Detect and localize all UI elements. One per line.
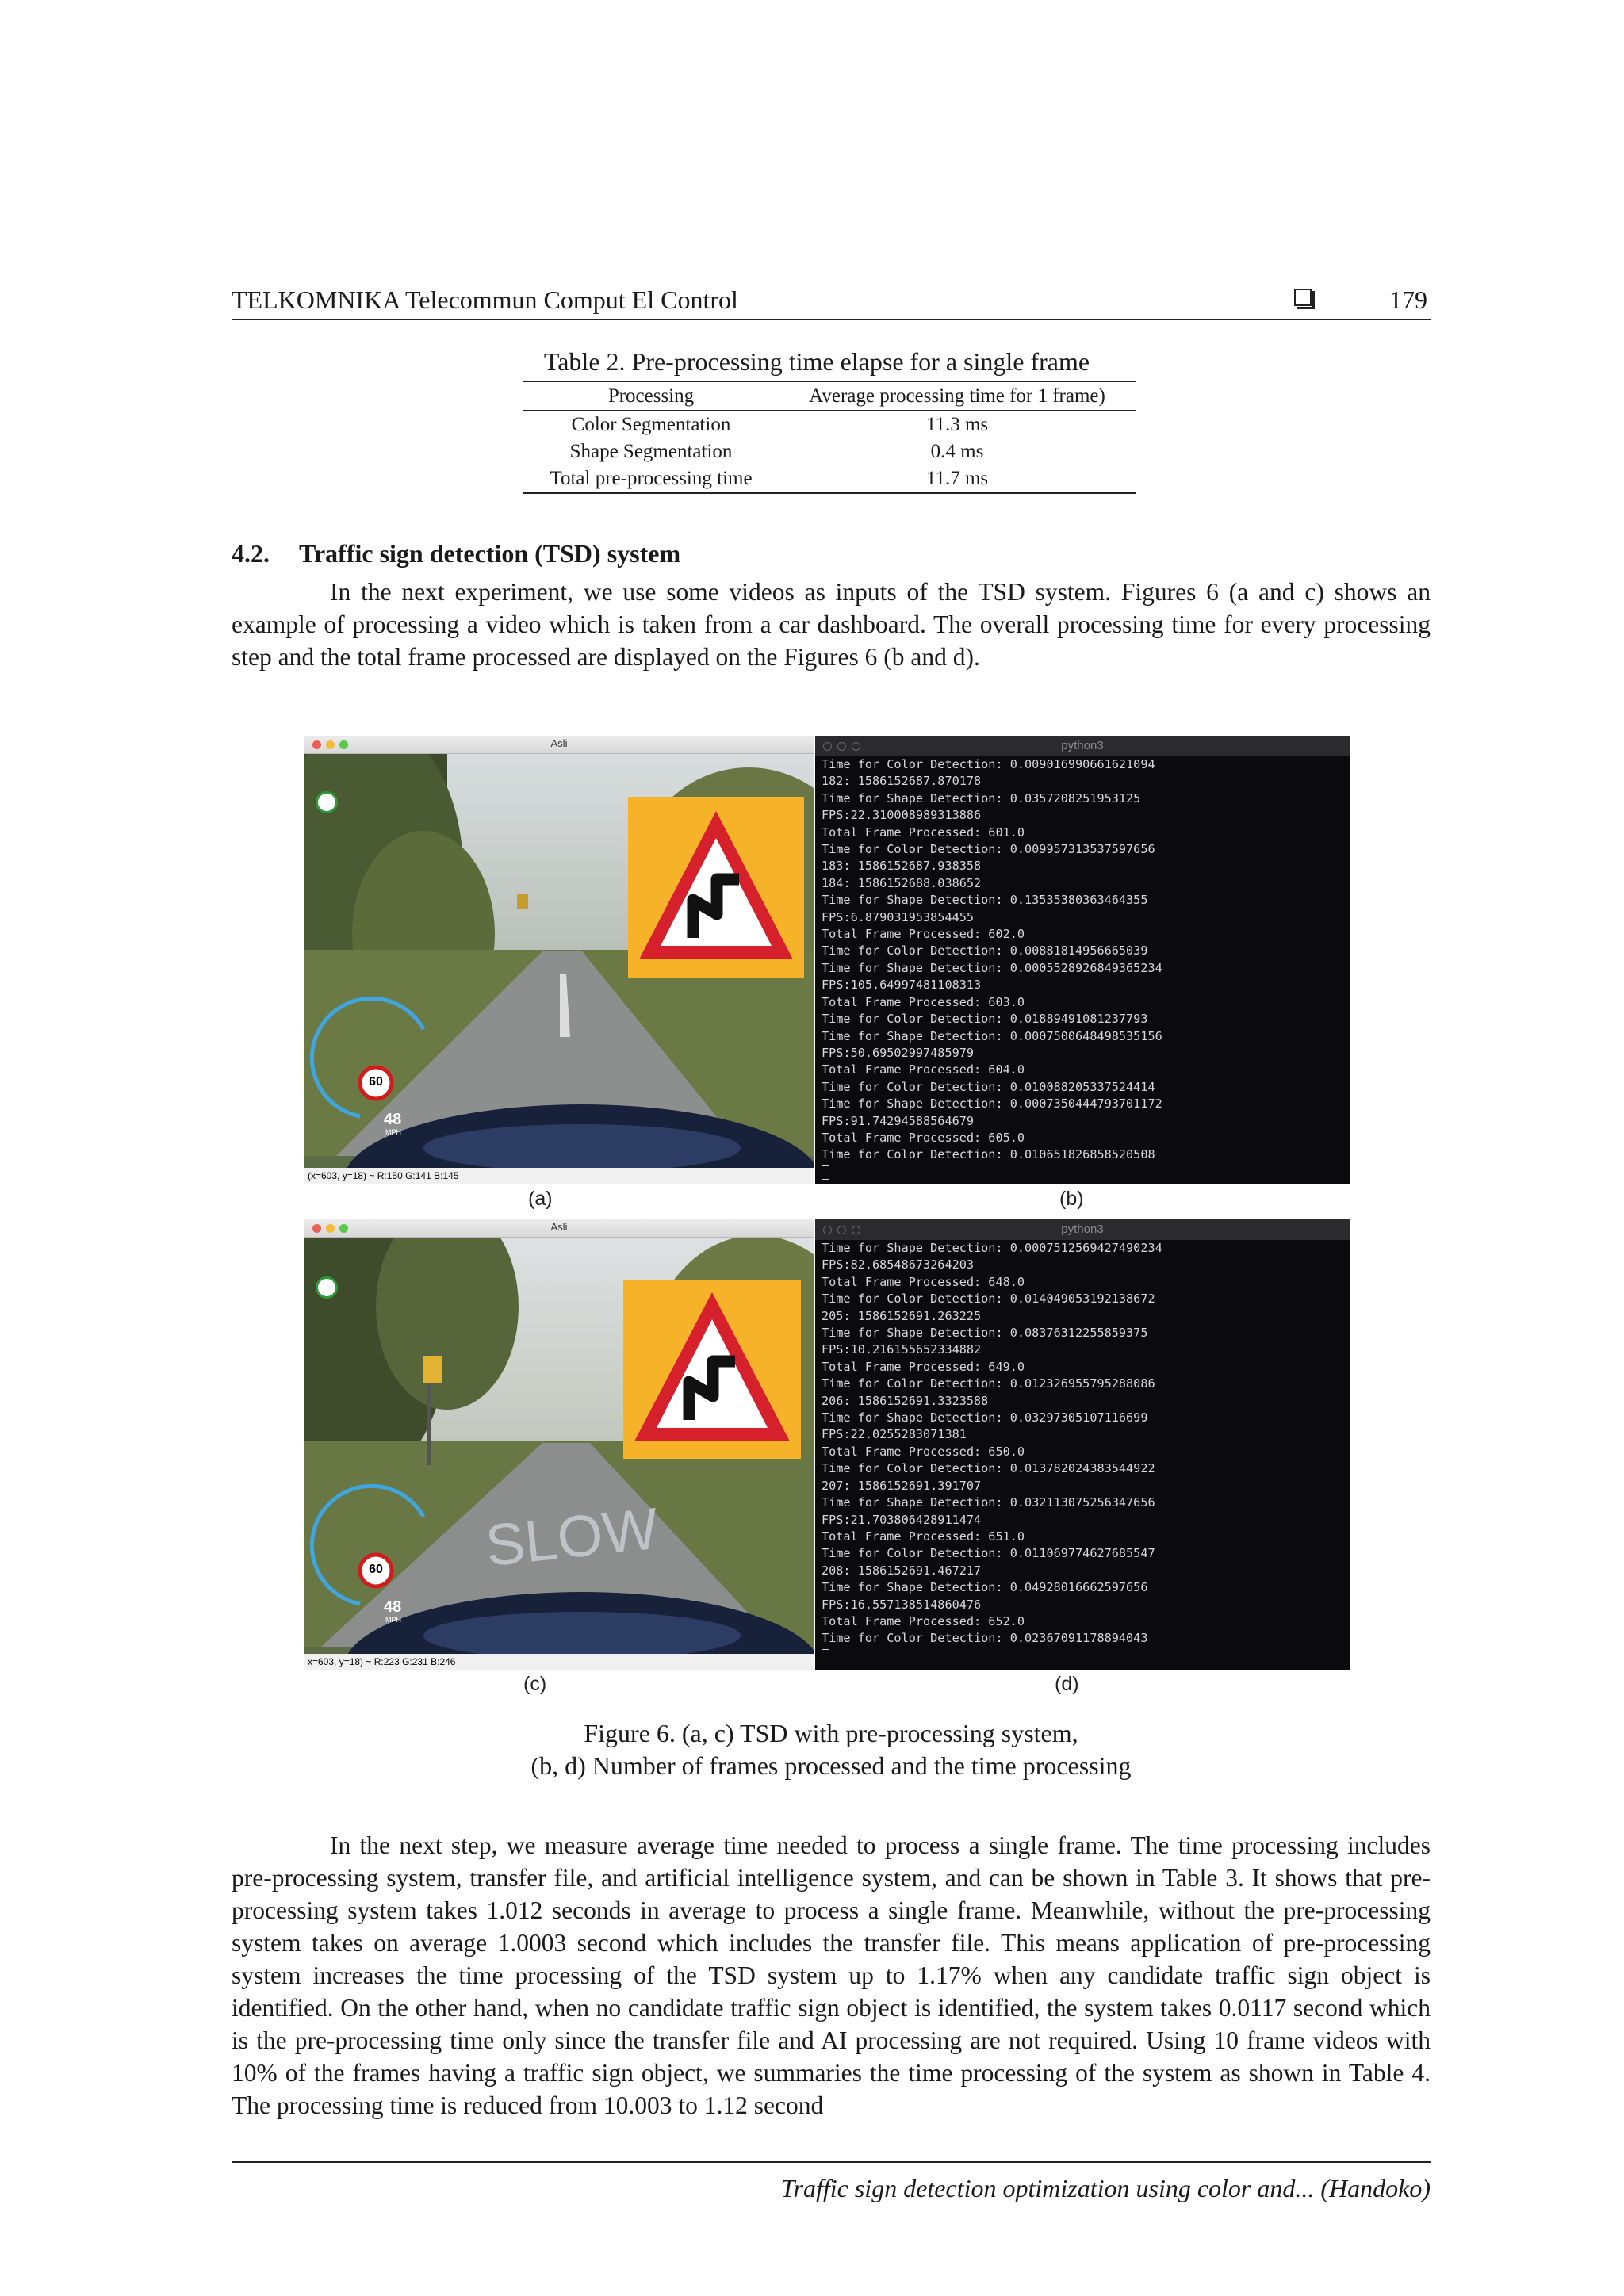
terminal-titlebar — [815, 1219, 1350, 1240]
subfigure-label: (d) — [1055, 1673, 1079, 1695]
terminal-line: Time for Color Detection: 0.010651826858520508 — [822, 1147, 1155, 1162]
terminal-line: Total Frame Processed: 652.0 — [822, 1613, 1025, 1628]
speed-value: 48 — [384, 1598, 402, 1616]
terminal-line: Time for Shape Detection: 0.0005528926849365234 — [822, 960, 1162, 975]
window-title: Asli — [550, 1221, 568, 1233]
window-title: Asli — [550, 737, 568, 749]
running-footer-title: Traffic sign detection optimization using color and... (Handoko) — [780, 2174, 1431, 2202]
terminal-line: Time for Shape Detection: 0.04928016662597656 — [822, 1580, 1148, 1595]
terminal-line: FPS:91.7429458856467​9 — [822, 1113, 975, 1128]
terminal-line: Total Frame Processed: 603.0 — [822, 994, 1025, 1009]
detected-sign-overlay — [628, 797, 804, 978]
figure-panel-c — [304, 1219, 814, 1670]
terminal-line: 184: 1586152688.038652 — [822, 875, 982, 890]
terminal-line: 205: 1586152691.263225 — [822, 1308, 982, 1323]
paragraph-text: In the next experiment, we use some videos as inputs of the TSD system. Figures 6 (a and c) shows an example of processing a video which is taken from a car dashboard. The overall processing time for every processing step and the total frame processed are displayed on the Figures 6 (b and d). — [232, 578, 1431, 671]
terminal-line: Time for Color Detection: 0.02367091178894043 — [822, 1631, 1148, 1646]
terminal-line: FPS:16.557138514860476 — [822, 1597, 982, 1612]
terminal-line: Total Frame Processed: 604.0 — [822, 1062, 1025, 1077]
terminal-line: Total Frame Processed: 602.0 — [822, 927, 1025, 942]
terminal-line: Time for Color Detection: 0.01889491081237793 — [822, 1012, 1148, 1027]
terminal-line: FPS:50.69502997485979 — [822, 1045, 975, 1060]
terminal-line: Time for Color Detection: 0.010088205337524414 — [822, 1079, 1155, 1094]
speed-limit-label: 60 — [369, 1563, 383, 1576]
paragraph-text: In the next step, we measure average time needed to process a single frame. The time processing includes pre-processing system, transfer file, and artificial intelligence system, and can be shown in Table 3. It shows that pre-processing system takes 1.012 seconds in average to process a single frame. Meanwhile, without the pre-processing system takes on average 1.0003 second which includes the transfer file. This means application of pre-processing system increases the time processing of the TSD system up to 1.17% when any candidate traffic sign object is identified. On the other hand, when no candidate traffic sign object is identified, the system takes 0.0117 second which is the pre-processing time only since the transfer file and AI processing are not required. Using 10 frame videos with 10% of the frames having a traffic sign object, we summaries the time processing of the system as shown in Table 4. The processing time is reduced from 10.003 to 1.12 second — [232, 1831, 1431, 2119]
logo-badge — [316, 1276, 338, 1299]
road-marking-text: SLOW — [482, 1494, 661, 1579]
terminal-line: FPS:105.64997481108313 — [822, 978, 982, 993]
table-cell: Color Segmentation — [571, 414, 731, 435]
status-bar: x=603, y=18) ~ R:223 G:231 B:246 — [304, 1654, 814, 1670]
figure-caption: (b, d) Number of frames processed and the time processing — [530, 1751, 1132, 1780]
running-header-journal: TELKOMNIKA Telecommun Comput El Control — [232, 285, 738, 314]
figure-panel-d — [815, 1219, 1350, 1670]
figure-panel-b — [815, 736, 1350, 1184]
table-header-row — [523, 381, 1136, 411]
speed-unit: MPH — [385, 1128, 401, 1136]
terminal-line: Time for Color Detection: 0.011069774627685547 — [822, 1546, 1155, 1561]
terminal-line: Total Frame Processed: 649.0 — [822, 1359, 1025, 1374]
warning-sign-icon — [628, 797, 804, 978]
terminal-line: FPS:22.310008989313886 — [822, 808, 982, 823]
terminal-line: 183: 1586152687.938358 — [822, 859, 982, 874]
section-number: 4.2. — [232, 539, 270, 568]
terminal-line: FPS:6.879031953854455 — [822, 909, 975, 924]
table-cell: Shape Segmentation — [569, 441, 733, 462]
footer-rule — [232, 2161, 1431, 2163]
subfigure-label: (b) — [1059, 1188, 1084, 1210]
terminal-line: Time for Shape Detection: 0.0007350444793701172 — [822, 1096, 1162, 1112]
terminal-line: Time for Shape Detection: 0.13535380363464355 — [822, 893, 1148, 908]
figure-panel-a — [304, 736, 814, 1184]
terminal-line: Time for Color Detection: 0.009957313537597656 — [822, 842, 1155, 857]
section-title: Traffic sign detection (TSD) system — [299, 539, 681, 568]
terminal-line: Total Frame Processed: 601.0 — [822, 825, 1025, 840]
status-bar: (x=603, y=18) ~ R:150 G:141 B:145 — [304, 1168, 814, 1184]
column-header: Average processing time for 1 frame) — [779, 381, 1136, 411]
page-number: 179 — [1389, 285, 1427, 314]
box-icon — [1294, 289, 1312, 306]
speed-unit: MPH — [385, 1616, 401, 1624]
speed-value: 48 — [384, 1111, 402, 1128]
terminal-line: 182: 1586152687.870178 — [822, 774, 982, 789]
terminal-line: Time for Shape Detection: 0.03297305107116699 — [822, 1410, 1148, 1425]
terminal-line: Time for Color Detection: 0.013782024383544922 — [822, 1461, 1155, 1476]
terminal-line: Total Frame Processed: 648.0 — [822, 1274, 1025, 1289]
table-cell: 11.3 ms — [925, 414, 989, 435]
logo-badge — [316, 791, 338, 813]
terminal-title: python3 — [1061, 1223, 1104, 1236]
terminal-line: Time for Color Detection: 0.00881814956665039 — [822, 943, 1148, 959]
body-paragraph — [232, 576, 1431, 673]
header-rule — [232, 319, 1431, 320]
terminal-line: Time for Color Detection: 0.014049053192138672 — [822, 1292, 1155, 1307]
table-row — [523, 438, 1136, 465]
table-cell: Total pre-processing time — [523, 465, 779, 493]
table-cell: 11.7 ms — [779, 465, 1136, 493]
terminal-output — [822, 1240, 1162, 1663]
table-caption: Table 2. Pre-processing time elapse for a single frame — [543, 347, 1090, 376]
terminal-line: FPS:82.68548673264203 — [822, 1257, 975, 1272]
terminal-cursor — [822, 1649, 829, 1663]
terminal-line: Time for Color Detection: 0.012326955795288086 — [822, 1376, 1155, 1391]
detected-sign-overlay — [623, 1280, 801, 1459]
table-2 — [523, 381, 1136, 494]
window-titlebar — [304, 1219, 814, 1238]
terminal-line: FPS:10.216155652334882 — [822, 1342, 982, 1357]
figure-caption: Figure 6. (a, c) TSD with pre-processing system, — [584, 1719, 1078, 1747]
table-row — [523, 411, 1136, 438]
terminal-line: Time for Shape Detection: 0.0357208251953125 — [822, 790, 1141, 806]
terminal-line: FPS:22.0255283071381 — [822, 1427, 967, 1442]
column-header: Processing — [523, 381, 779, 411]
window-titlebar — [304, 736, 814, 754]
terminal-title: python3 — [1061, 739, 1104, 752]
terminal-line: Time for Shape Detection: 0.0007500648498535156 — [822, 1028, 1162, 1043]
terminal-line: Total Frame Processed: 650.0 — [822, 1444, 1025, 1459]
terminal-line: 208: 1586152691.467217 — [822, 1563, 982, 1578]
body-paragraph — [232, 1829, 1431, 2122]
terminal-line: Time for Shape Detection: 0.0007512569427490234 — [822, 1241, 1162, 1255]
terminal-line: Time for Color Detection: 0.009016990661621094 — [822, 757, 1155, 771]
terminal-line: 206: 1586152691.3323588 — [822, 1393, 989, 1408]
terminal-line: Total Frame Processed: 605.0 — [822, 1130, 1025, 1145]
terminal-line: 207: 1586152691.391707 — [822, 1478, 982, 1493]
subfigure-label: (a) — [528, 1188, 553, 1210]
terminal-line: FPS:21.703806428911474 — [822, 1512, 982, 1527]
table-cell: 0.4 ms — [930, 441, 984, 462]
terminal-line: Total Frame Processed: 651.0 — [822, 1529, 1025, 1544]
speed-limit-label: 60 — [369, 1075, 383, 1089]
terminal-cursor — [822, 1165, 829, 1180]
terminal-line: Time for Shape Detection: 0.03211307525634765​6 — [822, 1495, 1155, 1510]
warning-sign-icon — [623, 1280, 801, 1459]
terminal-titlebar — [815, 736, 1350, 756]
terminal-output — [822, 756, 1162, 1180]
terminal-line: Time for Shape Detection: 0.08376312255859375 — [822, 1326, 1148, 1341]
subfigure-label: (c) — [523, 1673, 547, 1695]
table-row — [523, 465, 1136, 493]
